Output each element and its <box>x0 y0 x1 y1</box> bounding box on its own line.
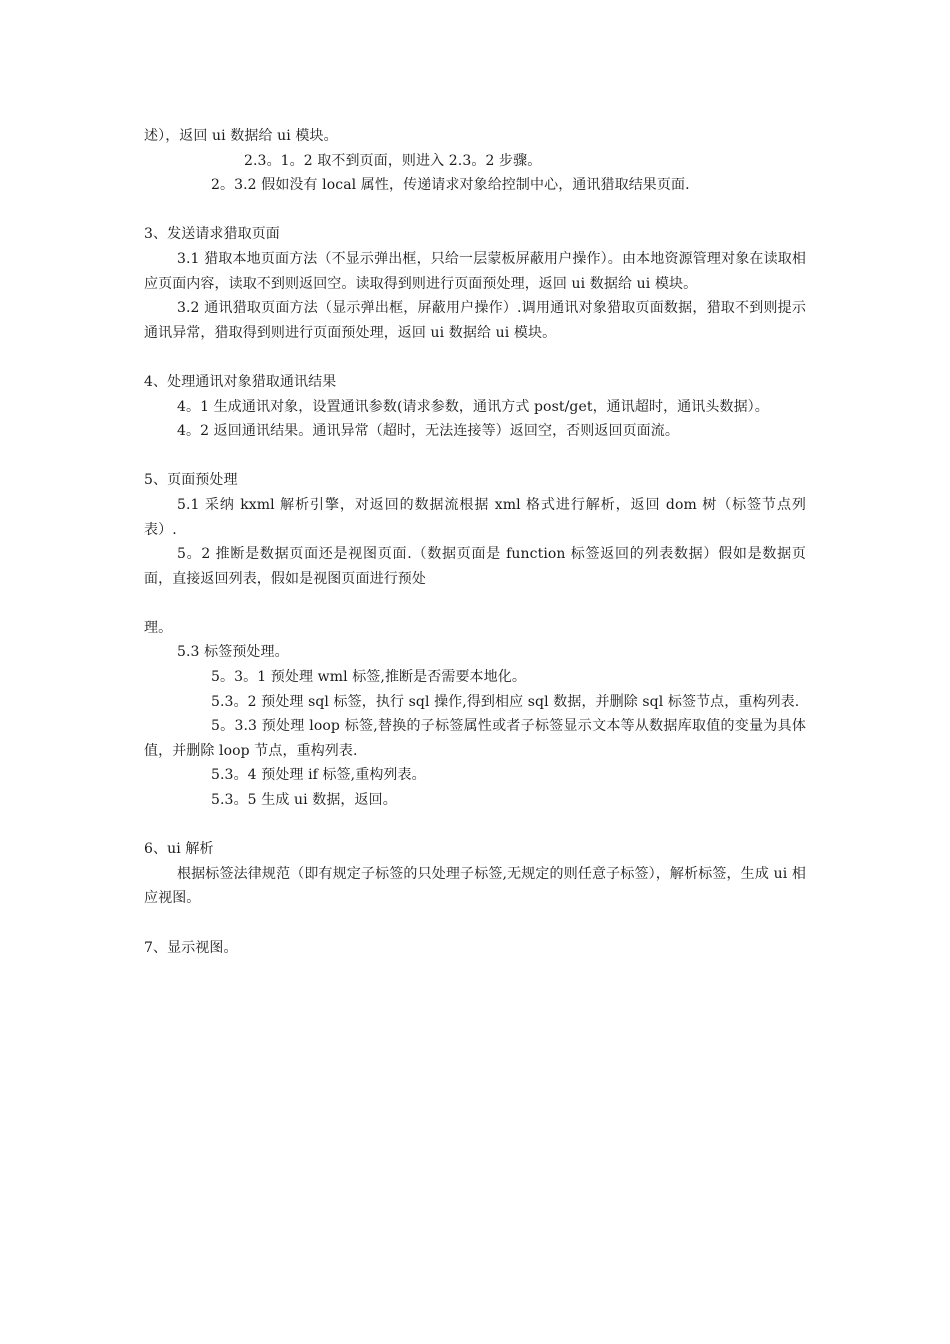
step-5-3-5: 5.3。5 生成 ui 数据，返回。 <box>211 792 397 809</box>
section-heading-3: 3、发送请求猎取页面 <box>144 226 280 243</box>
step-5-3-4: 5.3。4 预处理 if 标签,重构列表。 <box>211 767 426 784</box>
paragraph-gap <box>144 444 806 469</box>
paragraph-gap <box>144 591 806 616</box>
section-heading-4: 4、处理通讯对象猎取通讯结果 <box>144 373 337 390</box>
step-3-1: 3.1 猎取本地页面方法（不显示弹出框，只给一层蒙板屏蔽用户操作）。由本地资源管理对象在读取相应页面内容，读取不到则返回空。读取得到则进行页面预处理，返回 ui 数据给 ui 模块。 <box>144 250 806 292</box>
step-5-3: 5.3 标签预处理。 <box>177 644 289 661</box>
step-5-3-2: 5.3。2 预处理 sql 标签，执行 sql 操作,得到相应 sql 数据，并删除 sql 标签节点，重构列表. <box>211 693 800 710</box>
step-5-3-3: 5。3.3 预处理 loop 标签,替换的子标签属性或者子标签显示文本等从数据库取值的变量为具体值，并删除 loop 节点，重构列表. <box>144 718 806 759</box>
section-heading-7: 7、显示视图。 <box>144 939 238 956</box>
step-2-3-1-2: 2.3。1。2 取不到页面，则进入 2.3。2 步骤。 <box>244 152 542 169</box>
paragraph-gap <box>144 345 806 370</box>
section-heading-5: 5、页面预处理 <box>144 472 238 489</box>
step-5-3-1: 5。3。1 预处理 wml 标签,推断是否需要本地化。 <box>211 669 526 686</box>
step-5-2-continuation: 理。 <box>144 619 173 636</box>
step-4-1: 4。1 生成通讯对象，设置通讯参数(请求参数，通讯方式 post/get，通讯超时，通讯头数据）。 <box>177 398 769 415</box>
step-6-body: 根据标签法律规范（即有规定子标签的只处理子标签,无规定的则任意子标签），解析标签，生成 ui 相应视图。 <box>144 865 806 907</box>
paragraph-gap <box>144 813 806 838</box>
step-4-2: 4。2 返回通讯结果。通讯异常（超时，无法连接等）返回空，否则返回页面流。 <box>177 423 679 440</box>
step-5-1: 5.1 采纳 kxml 解析引擎，对返回的数据流根据 xml 格式进行解析，返回 dom 树（标签节点列表）. <box>144 496 806 538</box>
step-5-2: 5。2 推断是数据页面还是视图页面.（数据页面是 function 标签返回的列表数据）假如是数据页面，直接返回列表，假如是视图页面进行预处 <box>144 546 806 587</box>
paragraph-gap <box>144 198 806 223</box>
section-heading-6: 6、ui 解析 <box>144 841 214 858</box>
paragraph-gap <box>144 911 806 936</box>
document-body <box>144 124 806 960</box>
step-3-2: 3.2 通讯猎取页面方法（显示弹出框，屏蔽用户操作）.调用通讯对象猎取页面数据，猎取不到则提示通讯异常，猎取得到则进行页面预处理，返回 ui 数据给 ui 模块。 <box>144 300 806 341</box>
paragraph-continuation: 述），返回 ui 数据给 ui 模块。 <box>144 128 338 144</box>
step-2-3-2: 2。3.2 假如没有 local 属性，传递请求对象给控制中心，通讯猎取结果页面. <box>211 177 690 194</box>
